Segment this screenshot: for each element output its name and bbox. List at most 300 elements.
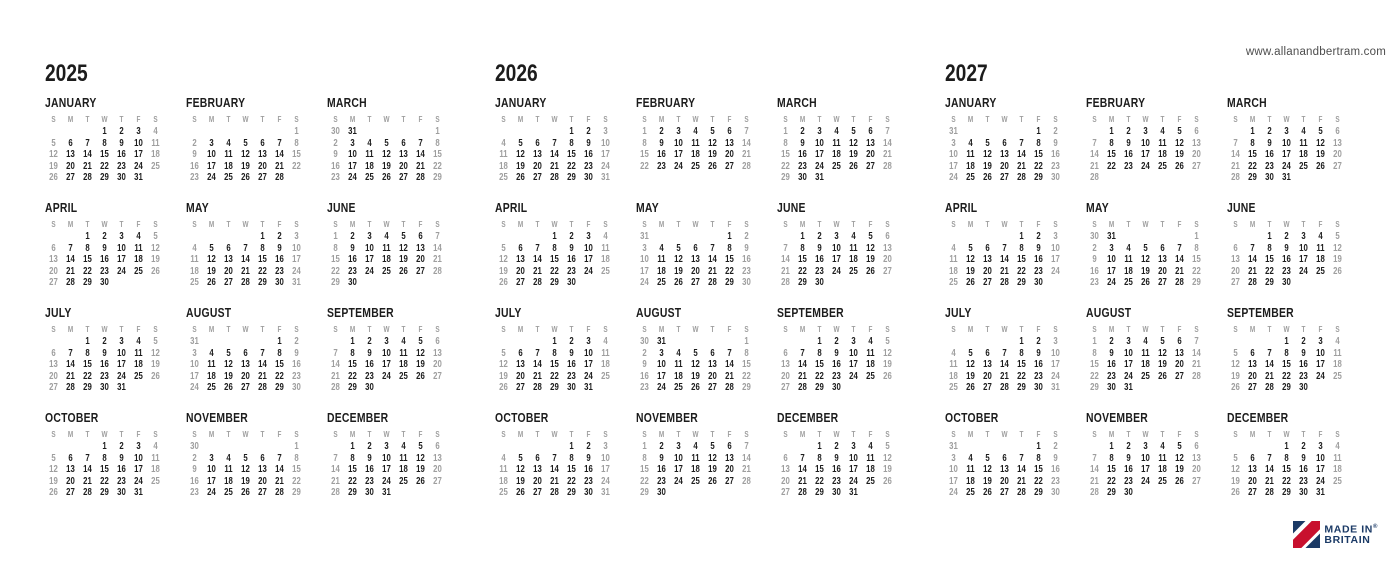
weekday-label: S bbox=[153, 429, 158, 439]
date-cell: 17 bbox=[134, 148, 143, 161]
date-cell: 14 bbox=[1231, 148, 1240, 161]
week-row bbox=[45, 382, 164, 394]
date-cell: 5 bbox=[153, 334, 158, 347]
date-cell: 31 bbox=[190, 334, 199, 347]
date-cell: 3 bbox=[192, 346, 197, 359]
date-cell: 22 bbox=[1034, 159, 1043, 172]
date-cell: 26 bbox=[1231, 381, 1240, 394]
date-cell: 29 bbox=[275, 381, 284, 394]
date-cell: 24 bbox=[1316, 474, 1325, 487]
weekday-label: S bbox=[642, 115, 647, 124]
date-cell: 17 bbox=[584, 253, 593, 266]
date-cell: 2 bbox=[1036, 334, 1041, 347]
date-cell: 3 bbox=[659, 346, 664, 359]
date-cell: 20 bbox=[258, 474, 267, 487]
date-cell: 7 bbox=[1002, 346, 1007, 359]
date-cell: 7 bbox=[1267, 346, 1272, 359]
weekday-label: T bbox=[1160, 219, 1165, 229]
week-row bbox=[1086, 172, 1205, 184]
weekday-label: F bbox=[418, 115, 423, 124]
date-cell: 29 bbox=[815, 381, 824, 394]
date-cell: 25 bbox=[832, 159, 841, 172]
website-link[interactable]: www.allanandbertram.com bbox=[1245, 46, 1386, 58]
date-cell: 27 bbox=[1192, 159, 1201, 172]
date-cell: 21 bbox=[533, 369, 542, 382]
date-cell: 24 bbox=[949, 171, 958, 184]
date-cell: 1 bbox=[1092, 334, 1097, 347]
date-cell: 25 bbox=[1299, 159, 1308, 172]
date-cell: 12 bbox=[983, 463, 992, 476]
weekday-label: S bbox=[642, 219, 647, 229]
date-cell: 13 bbox=[1175, 346, 1184, 359]
date-cell: 18 bbox=[866, 358, 875, 371]
date-cell bbox=[830, 172, 843, 184]
date-cell: 11 bbox=[224, 148, 233, 161]
date-cell: 23 bbox=[567, 264, 576, 277]
date-cell: 31 bbox=[601, 171, 610, 184]
week-row bbox=[1227, 277, 1346, 289]
weekday-label: F bbox=[1318, 219, 1323, 229]
date-cell: 11 bbox=[1141, 346, 1150, 359]
weekday-header-row bbox=[945, 219, 1064, 231]
date-cell: 28 bbox=[883, 159, 892, 172]
date-cell: 15 bbox=[1090, 358, 1099, 371]
date-cell: 22 bbox=[1282, 474, 1291, 487]
weekday-label: M bbox=[1249, 219, 1256, 229]
date-cell: 11 bbox=[365, 148, 374, 161]
date-cell: 30 bbox=[657, 486, 666, 499]
weekday-label: S bbox=[1194, 429, 1199, 439]
date-cell: 27 bbox=[781, 381, 790, 394]
date-cell: 12 bbox=[49, 148, 58, 161]
date-cell: 21 bbox=[1265, 369, 1274, 382]
month-2026-september bbox=[777, 305, 896, 394]
date-cell: 11 bbox=[949, 358, 958, 371]
date-cell: 17 bbox=[1299, 253, 1308, 266]
date-cell: 20 bbox=[725, 463, 734, 476]
date-cell: 21 bbox=[83, 159, 92, 172]
week-row bbox=[636, 382, 755, 394]
date-cell: 9 bbox=[102, 241, 107, 254]
date-cell: 29 bbox=[567, 171, 576, 184]
date-cell: 4 bbox=[951, 241, 956, 254]
date-cell: 5 bbox=[868, 229, 873, 242]
date-cell: 4 bbox=[693, 125, 698, 137]
date-cell: 20 bbox=[1000, 474, 1009, 487]
date-cell: 31 bbox=[1124, 381, 1133, 394]
date-cell: 2 bbox=[586, 439, 591, 452]
weekday-label: W bbox=[551, 219, 558, 229]
date-cell: 19 bbox=[499, 369, 508, 382]
weekday-label: S bbox=[1053, 115, 1058, 124]
weekday-label: W bbox=[692, 115, 699, 124]
date-cell: 2 bbox=[586, 125, 591, 137]
date-cell: 14 bbox=[708, 253, 717, 266]
date-cell bbox=[1122, 172, 1135, 184]
date-cell bbox=[115, 277, 128, 289]
weekday-label: S bbox=[294, 115, 299, 124]
date-cell: 24 bbox=[382, 369, 391, 382]
date-cell: 5 bbox=[384, 136, 389, 149]
date-cell: 24 bbox=[134, 159, 143, 172]
date-cell: 9 bbox=[119, 451, 124, 464]
weekday-label: W bbox=[551, 115, 558, 124]
weekday-label: T bbox=[851, 429, 856, 439]
date-cell: 4 bbox=[209, 346, 214, 359]
date-cell: 10 bbox=[657, 358, 666, 371]
weekday-label: F bbox=[1318, 115, 1323, 124]
date-cell: 1 bbox=[642, 439, 647, 452]
week-row bbox=[777, 277, 896, 289]
date-cell: 15 bbox=[83, 358, 92, 371]
date-cell: 7 bbox=[277, 136, 282, 149]
date-cell: 5 bbox=[501, 346, 506, 359]
date-cell: 29 bbox=[292, 486, 301, 499]
date-cell: 16 bbox=[365, 463, 374, 476]
date-cell: 8 bbox=[1109, 451, 1114, 464]
date-cell: 4 bbox=[968, 136, 973, 149]
weekday-label: S bbox=[192, 115, 197, 124]
date-cell: 12 bbox=[151, 346, 160, 359]
weekday-label: W bbox=[1142, 429, 1149, 439]
weekday-label: S bbox=[603, 429, 608, 439]
date-cell bbox=[864, 277, 877, 289]
date-cell: 5 bbox=[710, 439, 715, 452]
weekday-label: S bbox=[1194, 219, 1199, 229]
date-cell: 24 bbox=[674, 474, 683, 487]
date-cell: 9 bbox=[744, 241, 749, 254]
weekday-label: S bbox=[1335, 219, 1340, 229]
date-cell: 23 bbox=[1051, 159, 1060, 172]
date-cell: 22 bbox=[742, 369, 751, 382]
date-cell: 27 bbox=[516, 276, 525, 289]
date-cell: 11 bbox=[691, 451, 700, 464]
date-cell: 8 bbox=[277, 346, 282, 359]
date-cell: 7 bbox=[800, 451, 805, 464]
date-cell: 3 bbox=[350, 136, 355, 149]
date-cell bbox=[864, 172, 877, 184]
date-cell: 23 bbox=[100, 369, 109, 382]
date-cell bbox=[1156, 487, 1169, 499]
date-cell: 10 bbox=[1316, 451, 1325, 464]
date-cell: 5 bbox=[885, 439, 890, 452]
date-cell: 21 bbox=[533, 264, 542, 277]
date-cell: 24 bbox=[1051, 264, 1060, 277]
date-cell: 16 bbox=[657, 463, 666, 476]
weekday-label: T bbox=[1019, 219, 1024, 229]
date-cell: 25 bbox=[691, 159, 700, 172]
date-cell: 10 bbox=[849, 451, 858, 464]
weekday-label: F bbox=[1318, 429, 1323, 439]
date-cell: 28 bbox=[781, 276, 790, 289]
date-cell: 20 bbox=[66, 474, 75, 487]
date-cell: 10 bbox=[1316, 346, 1325, 359]
date-cell: 19 bbox=[1158, 358, 1167, 371]
date-cell: 17 bbox=[382, 358, 391, 371]
date-cell: 21 bbox=[275, 159, 284, 172]
date-cell: 25 bbox=[499, 171, 508, 184]
date-cell: 5 bbox=[1233, 346, 1238, 359]
date-cell: 22 bbox=[1107, 159, 1116, 172]
date-cell: 14 bbox=[781, 253, 790, 266]
month-2026-july bbox=[495, 305, 614, 394]
date-cell: 18 bbox=[151, 463, 160, 476]
date-cell: 10 bbox=[584, 346, 593, 359]
date-cell bbox=[1297, 172, 1310, 184]
date-cell: 6 bbox=[68, 451, 73, 464]
date-cell: 18 bbox=[134, 358, 143, 371]
weekday-label: T bbox=[1301, 429, 1306, 439]
month-2026-february bbox=[636, 95, 755, 184]
date-cell: 4 bbox=[153, 439, 158, 452]
month-title: MAY bbox=[186, 199, 209, 215]
date-cell: 4 bbox=[951, 346, 956, 359]
date-cell: 8 bbox=[102, 451, 107, 464]
date-cell: 31 bbox=[292, 276, 301, 289]
date-cell: 2 bbox=[1053, 439, 1058, 452]
month-title: JANUARY bbox=[45, 95, 97, 110]
weekday-label: S bbox=[1092, 324, 1097, 334]
date-cell: 1 bbox=[1267, 229, 1272, 242]
date-cell: 8 bbox=[1109, 136, 1114, 149]
date-cell: 14 bbox=[1017, 463, 1026, 476]
date-cell: 9 bbox=[1126, 136, 1131, 149]
date-cell: 26 bbox=[966, 276, 975, 289]
date-cell: 2 bbox=[1053, 125, 1058, 137]
date-cell: 20 bbox=[1192, 463, 1201, 476]
date-cell: 30 bbox=[348, 276, 357, 289]
date-cell: 11 bbox=[1158, 136, 1167, 149]
date-cell: 2 bbox=[569, 334, 574, 347]
week-row bbox=[945, 382, 1064, 394]
date-cell: 6 bbox=[1194, 125, 1199, 137]
date-cell: 20 bbox=[708, 369, 717, 382]
date-cell: 26 bbox=[49, 171, 58, 184]
date-cell: 6 bbox=[518, 346, 523, 359]
weekday-header-row bbox=[186, 324, 305, 336]
date-cell: 2 bbox=[1301, 439, 1306, 452]
weekday-label: W bbox=[242, 429, 249, 439]
date-cell: 28 bbox=[83, 171, 92, 184]
date-cell: 31 bbox=[134, 171, 143, 184]
date-cell: 3 bbox=[817, 125, 822, 137]
date-cell: 21 bbox=[83, 474, 92, 487]
date-cell bbox=[397, 382, 410, 394]
weekday-label: S bbox=[294, 429, 299, 439]
weekday-label: S bbox=[744, 115, 749, 124]
date-cell: 19 bbox=[1231, 369, 1240, 382]
date-cell: 25 bbox=[224, 486, 233, 499]
date-cell: 19 bbox=[983, 159, 992, 172]
date-cell: 19 bbox=[708, 463, 717, 476]
date-cell: 22 bbox=[815, 369, 824, 382]
date-cell: 15 bbox=[1034, 148, 1043, 161]
month-title: JANUARY bbox=[945, 95, 997, 110]
date-cell: 1 bbox=[800, 229, 805, 242]
date-cell: 30 bbox=[1051, 486, 1060, 499]
date-cell: 20 bbox=[691, 264, 700, 277]
weekday-label: W bbox=[1142, 219, 1149, 229]
date-cell: 24 bbox=[190, 381, 199, 394]
weekday-label: T bbox=[985, 115, 990, 124]
date-cell: 3 bbox=[209, 451, 214, 464]
weekday-label: M bbox=[967, 324, 974, 334]
date-cell: 20 bbox=[533, 474, 542, 487]
date-cell: 29 bbox=[258, 276, 267, 289]
date-cell: 2 bbox=[119, 439, 124, 452]
date-cell: 3 bbox=[136, 439, 141, 452]
date-cell: 18 bbox=[691, 463, 700, 476]
date-cell: 16 bbox=[117, 148, 126, 161]
date-cell: 19 bbox=[49, 474, 58, 487]
date-cell: 20 bbox=[533, 159, 542, 172]
date-cell: 7 bbox=[1194, 334, 1199, 347]
date-cell: 22 bbox=[1017, 369, 1026, 382]
date-cell bbox=[881, 487, 894, 499]
year-label-2025: 2025 bbox=[45, 60, 88, 87]
date-cell: 30 bbox=[100, 276, 109, 289]
date-cell: 26 bbox=[1158, 369, 1167, 382]
date-cell: 4 bbox=[501, 136, 506, 149]
date-cell: 5 bbox=[501, 241, 506, 254]
month-2026-december bbox=[777, 410, 896, 499]
date-cell: 6 bbox=[1335, 125, 1340, 137]
date-cell: 6 bbox=[518, 241, 523, 254]
weekday-label: W bbox=[1001, 219, 1008, 229]
weekday-label: S bbox=[885, 429, 890, 439]
date-cell: 2 bbox=[277, 229, 282, 242]
date-cell: 23 bbox=[832, 369, 841, 382]
month-title: SEPTEMBER bbox=[1227, 304, 1294, 320]
date-cell: 2 bbox=[119, 125, 124, 137]
date-cell: 13 bbox=[399, 148, 408, 161]
date-cell: 18 bbox=[190, 264, 199, 277]
weekday-label: S bbox=[885, 219, 890, 229]
week-row bbox=[327, 371, 446, 383]
date-cell: 17 bbox=[601, 148, 610, 161]
date-cell: 1 bbox=[277, 334, 282, 347]
date-cell: 15 bbox=[331, 253, 340, 266]
month-title: MAY bbox=[1086, 199, 1109, 215]
date-cell: 26 bbox=[674, 276, 683, 289]
date-cell: 9 bbox=[367, 451, 372, 464]
date-cell bbox=[397, 277, 410, 289]
date-cell: 15 bbox=[1282, 463, 1291, 476]
date-cell: 20 bbox=[983, 369, 992, 382]
date-cell: 27 bbox=[708, 381, 717, 394]
weekday-label: T bbox=[569, 219, 574, 229]
weekday-label: S bbox=[501, 324, 506, 334]
date-cell: 15 bbox=[1017, 253, 1026, 266]
date-cell: 17 bbox=[1051, 358, 1060, 371]
date-cell: 27 bbox=[533, 486, 542, 499]
date-cell: 13 bbox=[725, 451, 734, 464]
date-cell: 30 bbox=[1090, 229, 1099, 242]
date-cell bbox=[864, 382, 877, 394]
weekday-label: F bbox=[586, 429, 591, 439]
date-cell: 7 bbox=[1092, 451, 1097, 464]
date-cell: 13 bbox=[1231, 253, 1240, 266]
week-row bbox=[1227, 382, 1346, 394]
date-cell: 25 bbox=[866, 474, 875, 487]
date-cell: 4 bbox=[384, 229, 389, 242]
weekday-label: T bbox=[535, 324, 540, 334]
date-cell: 30 bbox=[798, 171, 807, 184]
date-cell: 18 bbox=[657, 264, 666, 277]
date-cell: 10 bbox=[815, 136, 824, 149]
date-cell: 15 bbox=[1017, 358, 1026, 371]
date-cell: 7 bbox=[885, 125, 890, 137]
date-cell: 2 bbox=[800, 125, 805, 137]
date-cell: 9 bbox=[817, 241, 822, 254]
date-cell bbox=[864, 487, 877, 499]
date-cell: 1 bbox=[1036, 439, 1041, 452]
weekday-label: W bbox=[692, 219, 699, 229]
week-row bbox=[495, 487, 614, 499]
month-title: NOVEMBER bbox=[186, 409, 249, 425]
date-cell: 23 bbox=[117, 474, 126, 487]
date-cell: 31 bbox=[134, 486, 143, 499]
date-cell: 26 bbox=[499, 381, 508, 394]
date-cell: 25 bbox=[365, 171, 374, 184]
weekday-label: F bbox=[277, 115, 282, 124]
date-cell: 9 bbox=[569, 241, 574, 254]
date-cell: 6 bbox=[1160, 241, 1165, 254]
date-cell: 31 bbox=[1282, 171, 1291, 184]
date-cell: 21 bbox=[331, 369, 340, 382]
date-cell: 13 bbox=[1333, 136, 1342, 149]
date-cell: 2 bbox=[1092, 241, 1097, 254]
month-title: APRIL bbox=[945, 199, 978, 215]
week-row bbox=[495, 277, 614, 289]
date-cell: 4 bbox=[1301, 125, 1306, 137]
date-cell: 25 bbox=[134, 264, 143, 277]
weekday-label: T bbox=[1019, 115, 1024, 124]
date-cell: 29 bbox=[1034, 171, 1043, 184]
weekday-label: S bbox=[1335, 429, 1340, 439]
month-title: OCTOBER bbox=[495, 409, 549, 425]
date-cell: 18 bbox=[674, 369, 683, 382]
date-cell: 31 bbox=[348, 125, 357, 137]
date-cell: 30 bbox=[331, 125, 340, 137]
date-cell: 16 bbox=[742, 253, 751, 266]
date-cell: 15 bbox=[567, 463, 576, 476]
weekday-label: S bbox=[951, 115, 956, 124]
date-cell: 21 bbox=[1192, 358, 1201, 371]
date-cell: 26 bbox=[1175, 159, 1184, 172]
date-cell: 29 bbox=[1282, 486, 1291, 499]
date-cell: 25 bbox=[866, 369, 875, 382]
weekday-label: T bbox=[817, 429, 822, 439]
weekday-label: W bbox=[383, 324, 390, 334]
date-cell: 22 bbox=[292, 159, 301, 172]
month-title: JUNE bbox=[1227, 199, 1256, 215]
weekday-label: S bbox=[333, 115, 338, 124]
date-cell: 3 bbox=[603, 125, 608, 137]
date-cell: 16 bbox=[331, 159, 340, 172]
date-cell: 22 bbox=[1017, 264, 1026, 277]
date-cell: 24 bbox=[674, 159, 683, 172]
date-cell: 10 bbox=[1051, 241, 1060, 254]
month-title: JUNE bbox=[327, 199, 356, 215]
date-cell: 29 bbox=[725, 276, 734, 289]
weekday-label: S bbox=[1092, 115, 1097, 124]
date-cell: 29 bbox=[348, 381, 357, 394]
date-cell: 6 bbox=[243, 346, 248, 359]
weekday-label: T bbox=[817, 324, 822, 334]
date-cell: 17 bbox=[674, 148, 683, 161]
date-cell: 25 bbox=[691, 474, 700, 487]
